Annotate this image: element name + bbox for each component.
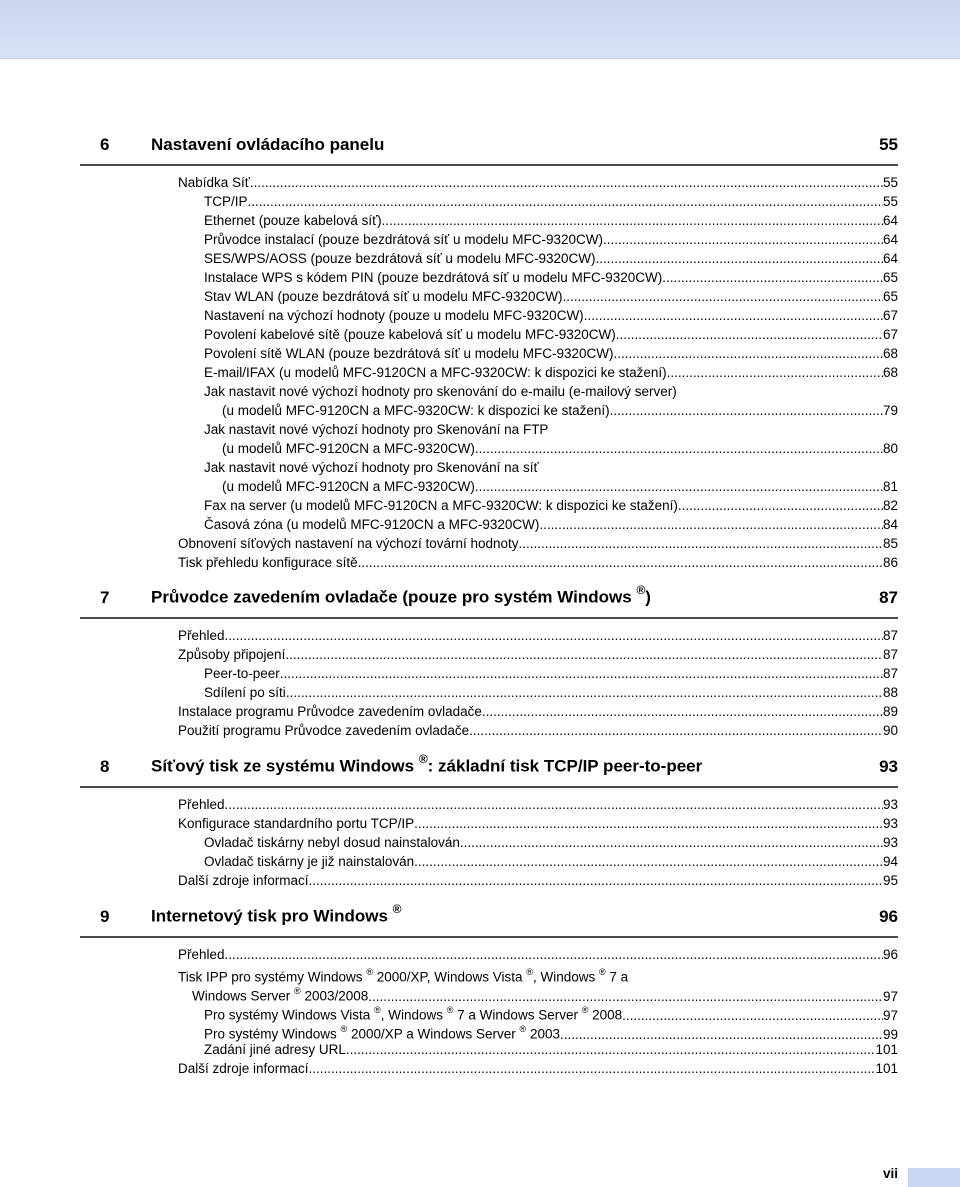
chapter-page: 93 (879, 757, 898, 776)
toc-entry[interactable]: TCP/IP ..... 55 (204, 192, 898, 211)
toc-entry[interactable]: Pro systémy Windows ® 2000/XP a Windows Server ® 2003 ..... 99 (204, 1021, 898, 1040)
chapter-title: Síťový tisk ze systému Windows ®: základní tisk TCP/IP peer-to-peer (151, 752, 703, 776)
toc-entry[interactable]: Způsoby připojení ..... 87 (178, 645, 898, 664)
footer-tab (908, 1168, 960, 1187)
toc-entry[interactable]: Časová zóna (u modelů MFC-9120CN a MFC-9320CW) ..... 84 (204, 515, 898, 534)
toc-entry[interactable]: Nastavení na výchozí hodnoty (pouze u modelu MFC-9320CW) ..... 67 (204, 306, 898, 325)
toc-entry[interactable]: Fax na server (u modelů MFC-9120CN a MFC-9320CW: k dispozici ke stažení) ..... 82 (204, 496, 898, 515)
chapter-9-heading[interactable] (80, 900, 898, 938)
toc-entry[interactable]: Peer-to-peer ..... 87 (204, 664, 898, 683)
toc-entry[interactable]: E-mail/IFAX (u modelů MFC-9120CN a MFC-9320CW: k dispozici ke stažení) ..... 68 (204, 363, 898, 382)
registered-mark: ® (418, 752, 428, 767)
page-number: vii (882, 1166, 898, 1181)
chapter-title: Průvodce zavedením ovladače (pouze pro systém Windows ®) (151, 583, 651, 607)
toc-entry[interactable]: Přehled ..... 87 (178, 626, 898, 645)
toc-entry[interactable]: Instalace programu Průvodce zavedením ovladače ..... 89 (178, 702, 898, 721)
toc-entry[interactable]: (u modelů MFC-9120CN a MFC-9320CW) ..... 80 (222, 439, 898, 458)
toc-entry[interactable]: Obnovení síťových nastavení na výchozí tovární hodnoty ..... 85 (178, 534, 898, 553)
chapter-page: 96 (879, 907, 898, 926)
chapter-title: Internetový tisk pro Windows ® (151, 902, 402, 926)
chapter-page: 55 (879, 135, 898, 154)
toc-entry[interactable]: Instalace WPS s kódem PIN (pouze bezdrátová síť u modelu MFC-9320CW) ..... 65 (204, 268, 898, 287)
chapter-6-heading[interactable] (80, 128, 898, 166)
chapter-title: Nastavení ovládacího panelu (151, 135, 385, 154)
toc-entry-line[interactable]: Jak nastavit nové výchozí hodnoty pro skenování do e-mailu (e-mailový server) (204, 384, 677, 399)
toc-entry[interactable]: Ethernet (pouze kabelová síť) ..... 64 (204, 211, 898, 230)
chapter-7-heading[interactable] (80, 581, 898, 619)
toc-entry[interactable]: Nabídka Síť ..... 55 (178, 173, 898, 192)
chapter-number: 9 (100, 907, 110, 926)
toc-entry[interactable]: Sdílení po síti ..... 88 (204, 683, 898, 702)
toc-entry[interactable]: Zadání jiné adresy URL ..... 101 (204, 1040, 898, 1059)
toc-entry-line[interactable]: Jak nastavit nové výchozí hodnoty pro Skenování na FTP (204, 422, 549, 437)
toc-entry[interactable]: Ovladač tiskárny je již nainstalován ..... 94 (204, 852, 898, 871)
chapter-number: 7 (100, 588, 110, 607)
chapter-number: 6 (100, 135, 110, 154)
toc-entry[interactable]: Povolení sítě WLAN (pouze bezdrátová síť u modelu MFC-9320CW) ..... 68 (204, 344, 898, 363)
toc-entry[interactable]: SES/WPS/AOSS (pouze bezdrátová síť u modelu MFC-9320CW) ..... 64 (204, 249, 898, 268)
chapter-8-heading[interactable] (80, 750, 898, 788)
toc-entry[interactable]: Stav WLAN (pouze bezdrátová síť u modelu MFC-9320CW) ..... 65 (204, 287, 898, 306)
toc-entry[interactable]: Konfigurace standardního portu TCP/IP ..... 93 (178, 814, 898, 833)
toc-entry[interactable]: Použití programu Průvodce zavedením ovladače ..... 90 (178, 721, 898, 740)
toc-entry[interactable]: Přehled ..... 96 (178, 945, 898, 964)
toc-entry[interactable]: Windows Server ® 2003/2008 ..... 97 (192, 983, 898, 1002)
registered-mark: ® (392, 902, 402, 917)
toc-entry[interactable]: Povolení kabelové sítě (pouze kabelová síť u modelu MFC-9320CW) ..... 67 (204, 325, 898, 344)
toc-entry[interactable]: Další zdroje informací ..... 95 (178, 871, 898, 890)
toc-entry[interactable]: Ovladač tiskárny nebyl dosud nainstalován ..... 93 (204, 833, 898, 852)
chapter-number: 8 (100, 757, 110, 776)
toc-entry-line[interactable]: Tisk IPP pro systémy Windows ® 2000/XP, Windows Vista ®, Windows ® 7 a (178, 967, 629, 985)
toc-entry-line[interactable]: Jak nastavit nové výchozí hodnoty pro Skenování na síť (204, 460, 539, 475)
toc-entry[interactable]: (u modelů MFC-9120CN a MFC-9320CW: k dispozici ke stažení) ..... 79 (222, 401, 898, 420)
registered-mark: ® (636, 583, 646, 598)
toc-entry[interactable]: Tisk přehledu konfigurace sítě ..... 86 (178, 553, 898, 572)
toc-entry[interactable]: Přehled ..... 93 (178, 795, 898, 814)
toc-entry[interactable]: Další zdroje informací ..... 101 (178, 1059, 898, 1078)
toc-entry[interactable]: (u modelů MFC-9120CN a MFC-9320CW) ..... 81 (222, 477, 898, 496)
header-band (0, 0, 960, 59)
toc-entry[interactable]: Průvodce instalací (pouze bezdrátová síť u modelu MFC-9320CW) ..... 64 (204, 230, 898, 249)
toc-entry[interactable]: Pro systémy Windows Vista ®, Windows ® 7 a Windows Server ® 2008 ..... 97 (204, 1002, 898, 1021)
chapter-page: 87 (879, 588, 898, 607)
